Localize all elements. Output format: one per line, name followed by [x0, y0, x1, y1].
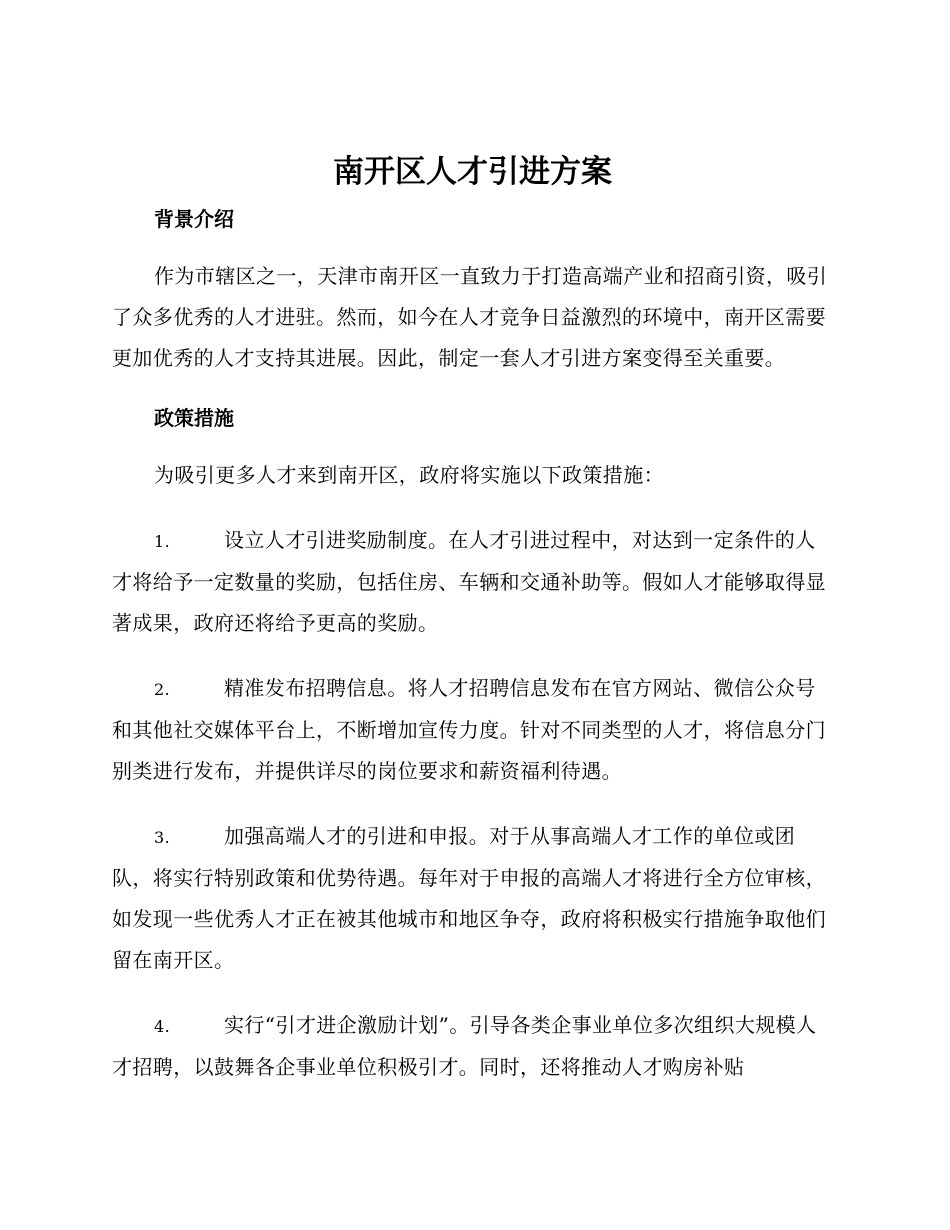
- policy-item-text: 实行“引才进企激励计划”。引导各类企事业单位多次组织大规模人才招聘，以鼓舞各企事业单位积极引才。同时，还将推动人才购房补贴: [112, 1013, 817, 1079]
- section-heading-policy: 政策措施: [154, 406, 234, 430]
- policy-item-text: 精准发布招聘信息。将人才招聘信息发布在官方网站、微信公众号和其他社交媒体平台上，不断增加宣传力度。针对不同类型的人才，将信息分门别类进行发布，并提供详尽的岗位要求和薪资福利待遇。: [112, 676, 826, 783]
- policy-item-4: [112, 1005, 833, 1088]
- background-paragraph: 作为市辖区之一，天津市南开区一直致力于打造高端产业和招商引资，吸引了众多优秀的人才进驻。然而，如今在人才竞争日益激烈的环境中，南开区需要更加优秀的人才支持其进展。因此，制定一套人才引进方案变得至关重要。: [112, 264, 828, 370]
- policy-item-text: 设立人才引进奖励制度。在人才引进过程中，对达到一定条件的人才将给予一定数量的奖励，包括住房、车辆和交通补助等。假如人才能够取得显著成果，政府还将给予更高的奖励。: [112, 528, 826, 635]
- list-number: 2.: [154, 680, 171, 699]
- document-title: 南开区人才引进方案: [333, 154, 612, 190]
- policy-item-text: 加强高端人才的引进和申报。对于从事高端人才工作的单位或团队，将实行特别政策和优势待遇。每年对于申报的高端人才将进行全方位审核，如发现一些优秀人才正在被其他城市和地区争夺，政府将积极实行措施争取他们留在南开区。: [112, 824, 826, 972]
- list-number: 1.: [154, 532, 171, 551]
- policy-item-2: [112, 668, 833, 792]
- section-heading-background: 背景介绍: [154, 207, 234, 231]
- policy-item-1: [112, 520, 833, 644]
- list-number: 4.: [154, 1017, 171, 1036]
- policy-intro-paragraph: 为吸引更多人才来到南开区，政府将实施以下政策措施：: [154, 463, 664, 487]
- policy-item-3: [112, 816, 833, 981]
- list-number: 3.: [154, 828, 171, 847]
